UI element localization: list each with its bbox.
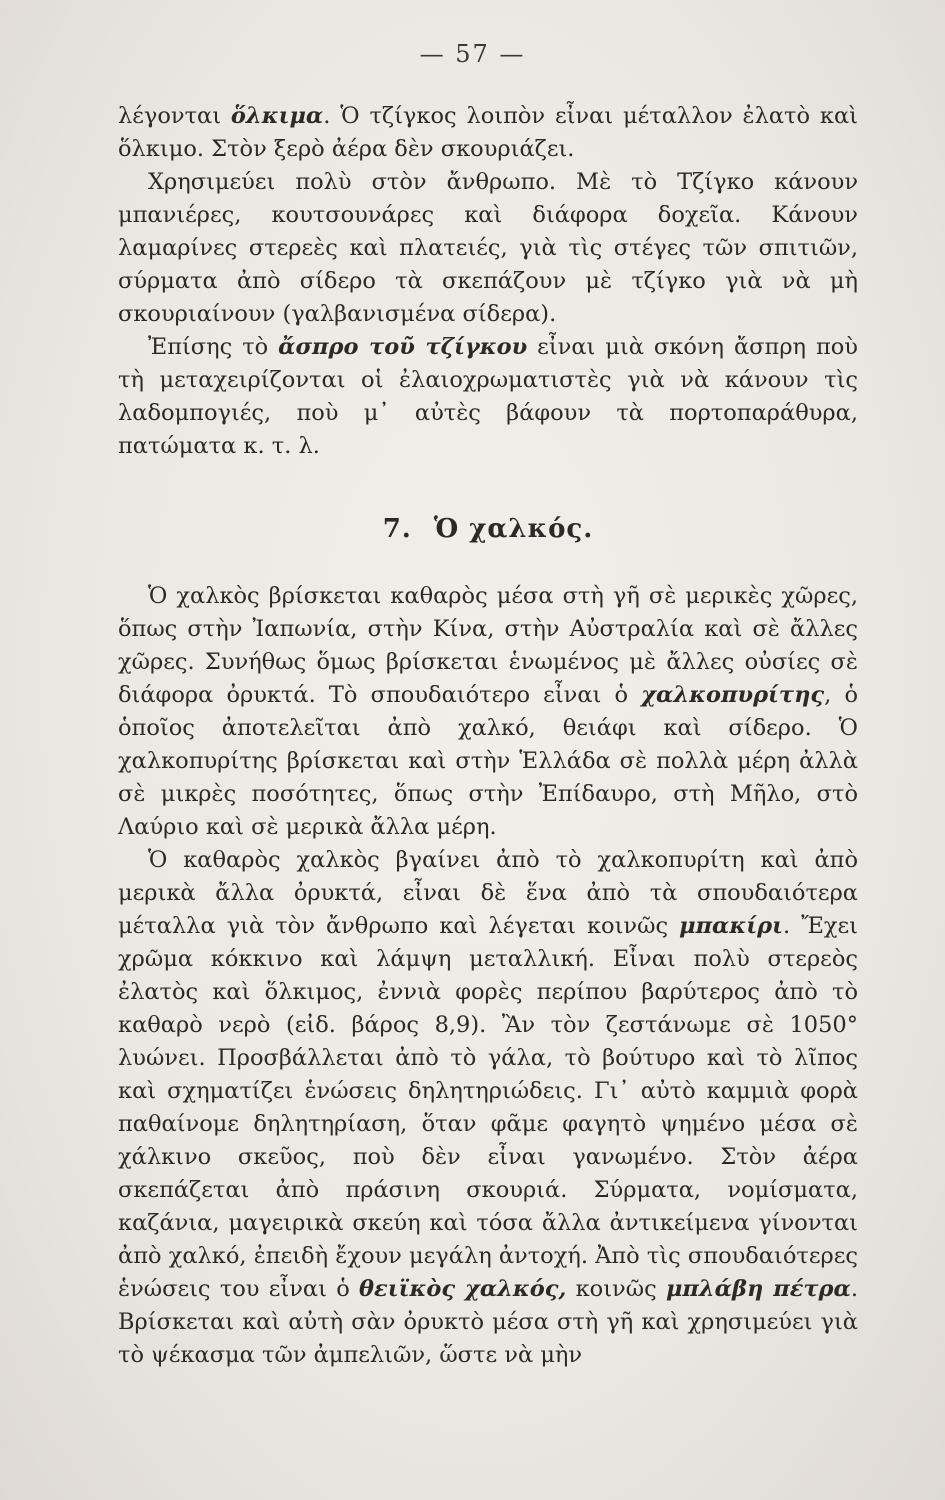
text-run: . Βρίσκεται καὶ αὐτὴ σὰν ὀρυκτὸ μέσα στὴ γῆ καὶ χρησιμεύει γιὰ τὸ ψέκασμα τῶν ἀμπελιῶν, ὥστε νὰ μὴν (118, 1276, 858, 1368)
text-run: Ἐπίσης τὸ (148, 334, 279, 360)
paragraph (118, 844, 858, 1372)
text-run: Χρησιμεύει πολὺ στὸν ἄνθρωπο. Μὲ τὸ Τζίγκο κάνουν μπανιέρες, κουτσουνάρες καὶ διάφορα δοχεῖα. Κάνουν λαμαρίνες στερεὲς καὶ πλατειές, γιὰ τὶς στέγες τῶν σπιτιῶν, σύρματα ἀπὸ σίδερο τὰ σκεπάζουν μὲ τζίγκο γιὰ νὰ μὴ σκουριαίνουν (γαλβανισμένα σίδερα). (118, 169, 858, 327)
section-number: 7. (382, 514, 412, 544)
section-heading (118, 513, 858, 546)
emphasized-term: ὅλκιμα (230, 103, 324, 129)
section-intro (118, 100, 858, 463)
text-run: Ὁ χαλκὸς βρίσκεται καθαρὸς μέσα στὴ γῆ σὲ μερικὲς χῶρες, ὅπως στὴν Ἰαπωνία, στὴν Κίνα, στὴν Αὐστραλία καὶ σὲ ἄλλες χῶρες. Συνήθως ὅμως βρίσκεται ἑνωμένος μὲ ἄλλες οὐσίες σὲ διάφορα ὀρυκτά. Τὸ σπουδαιότερο εἶναι ὁ (118, 583, 858, 708)
section-body (118, 580, 858, 1372)
section-title: Ὁ χαλκός. (433, 514, 594, 544)
text-run: κοινῶς (566, 1276, 666, 1302)
emphasized-term: χαλκοπυρίτης (641, 682, 825, 708)
emphasized-term: μπλάβη πέτρα (665, 1276, 851, 1302)
paragraph (118, 331, 858, 463)
paragraph (118, 100, 858, 166)
emphasized-term: θειϊκὸς χαλκός, (359, 1276, 567, 1302)
body-text (118, 100, 858, 1372)
text-run: Ὁ καθαρὸς χαλκὸς βγαίνει ἀπὸ τὸ χαλκοπυρίτη καὶ ἀπὸ μερικὰ ἄλλα ὀρυκτά, εἶναι δὲ ἕνα ἀπὸ τὰ σπουδαιότερα μέταλλα γιὰ τὸν ἄνθρωπο καὶ λέγεται κοινῶς (118, 847, 858, 939)
paragraph (118, 166, 858, 331)
text-run: , ὁ ὁποῖος ἀποτελεῖται ἀπὸ χαλκό, θειάφι καὶ σίδερο. Ὁ χαλκοπυρίτης βρίσκεται καὶ στὴν Ἑλλάδα σὲ πολλὰ μέρη ἀλλὰ σὲ μικρὲς ποσότητες, ὅπως στὴν Ἐπίδαυρο, στὴ Μῆλο, στὸ Λαύριο καὶ σὲ μερικὰ ἄλλα μέρη. (118, 682, 858, 840)
text-run: . Ἔχει χρῶμα κόκκινο καὶ λάμψη μεταλλική. Εἶναι πολὺ στερεὸς ἐλατὸς καὶ ὅλκιμος, ἐννιὰ φορὲς περίπου βαρύτερος ἀπὸ τὸ καθαρὸ νερὸ (εἰδ. βάρος 8,9). Ἂν τὸν ζεστάνωμε σὲ 1050° λυώνει. Προσβάλλεται ἀπὸ τὸ γάλα, τὸ βούτυρο καὶ τὸ λῖπος καὶ σχηματίζει ἑνώσεις δηλητηριώδεις. Γι᾽ αὐτὸ καμμιὰ φορὰ παθαίνομε δηλητηρίαση, ὅταν φᾶμε φαγητὸ ψημένο μέσα σὲ χάλκινο σκεῦος, ποὺ δὲν εἶναι γανωμένο. Στὸν ἀέρα σκεπάζεται ἀπὸ πράσινη σκουριά. Σύρματα, νομίσματα, καζάνια, μαγειρικὰ σκεύη καὶ τόσα ἄλλα ἀντικείμενα γίνονται ἀπὸ χαλκό, ἐπειδὴ ἔχουν μεγάλη ἀντοχή. Ἀπὸ τὶς σπουδαιότερες ἑνώσεις του εἶναι ὁ (118, 913, 858, 1302)
paragraph (118, 580, 858, 844)
emphasized-term: ἄσπρο τοῦ τζίγκου (278, 334, 528, 360)
text-run: . Ὁ τζίγκος λοιπὸν εἶναι μέταλλον ἐλατὸ καὶ ὅλκιμο. Στὸν ξερὸ ἀέρα δὲν σκουριάζει. (118, 103, 858, 162)
emphasized-term: μπακίρι (679, 913, 783, 939)
page-number: — 57 — (419, 40, 526, 68)
text-run: εἶναι μιὰ σκόνη ἄσπρη ποὺ τὴ μεταχειρίζονται οἱ ἐλαιοχρωματιστὲς γιὰ νὰ κάνουν τὶς λαδομπογιές, ποὺ μ᾽ αὐτὲς βάφουν τὰ πορτοπαράθυρα, πατώματα κ. τ. λ. (118, 334, 858, 459)
text-run: λέγονται (118, 103, 231, 129)
